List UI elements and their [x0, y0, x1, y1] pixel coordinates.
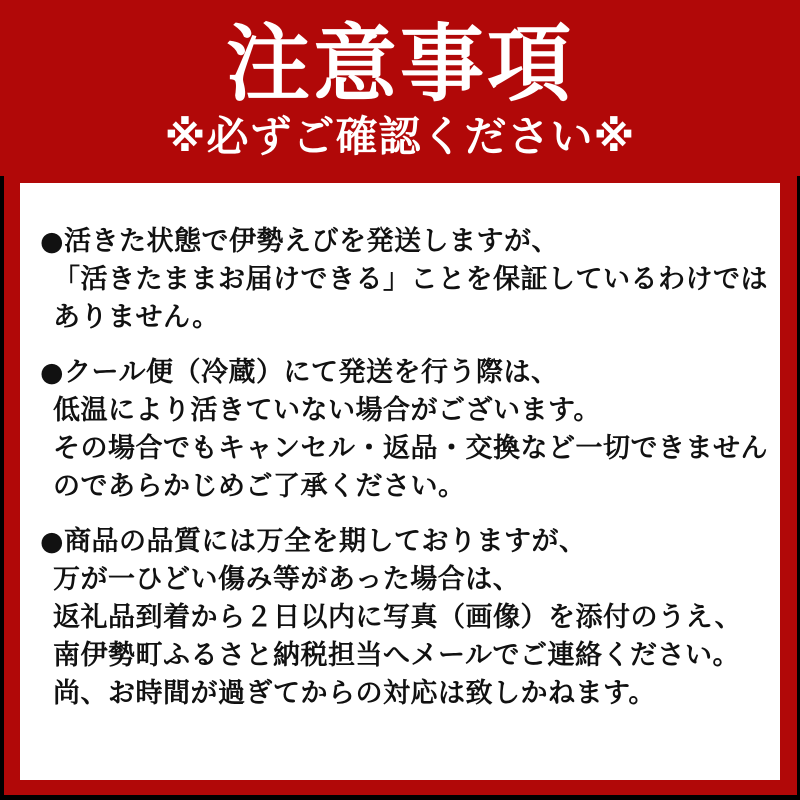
notice-line — [40, 523, 768, 561]
notice-line-text: ありません。 — [53, 302, 220, 333]
notice-line-text: クール便（冷蔵）にて発送を行う際は、 — [64, 357, 559, 388]
notice-line — [40, 354, 768, 392]
notice-line-text: 尚、お時間が過ぎてからの対応は致しかねます。 — [53, 678, 656, 709]
notice-line-text: 活きた状態で伊勢えびを発送しますが、 — [64, 226, 560, 257]
notice-line-text: のであらかじめご了承ください。 — [53, 471, 466, 502]
page-title: 注意事項 — [225, 15, 574, 113]
bullet-icon: ● — [40, 357, 65, 388]
notice-section-cool-delivery — [40, 354, 768, 506]
header-banner — [0, 0, 800, 176]
page-subtitle: ※必ずご確認ください※ — [164, 112, 636, 161]
notice-line-text: 商品の品質には万全を期しておりますが、 — [64, 526, 587, 557]
notice-line-text: 低温により活きていない場合がございます。 — [53, 395, 601, 426]
notice-line — [40, 223, 768, 261]
notice-line-text: 「活きたままお届けできる」ことを保証しているわけでは — [53, 264, 768, 295]
notice-line-text: 返礼品到着から２日以内に写真（画像）を添付のうえ、 — [53, 602, 743, 633]
notice-line-text: 万が一ひどい傷み等があった場合は、 — [53, 564, 521, 595]
bullet-icon: ● — [40, 526, 65, 557]
notice-panel — [20, 183, 780, 780]
notice-section-shipping — [40, 223, 768, 337]
notice-line-text: 南伊勢町ふるさと納税担当へメールでご連絡ください。 — [53, 640, 740, 671]
notice-line-text: その場合でもキャンセル・返品・交換など一切できません — [53, 433, 768, 464]
bullet-icon: ● — [40, 226, 65, 257]
notice-section-quality — [40, 523, 768, 713]
